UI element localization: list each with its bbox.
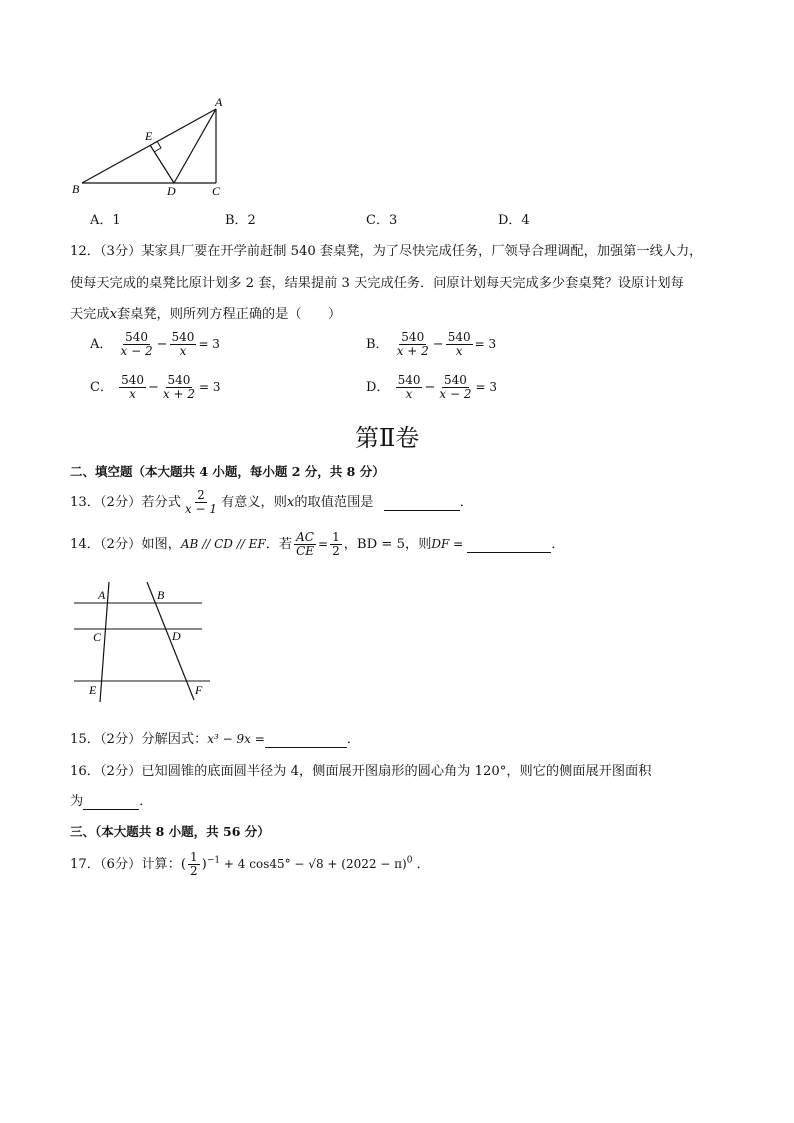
q16-end: ． — [139, 794, 153, 809]
label-b: B — [72, 182, 80, 196]
q16-answer-blank[interactable] — [83, 794, 139, 810]
q12-c-num1: 540 — [121, 373, 144, 387]
q16-line-2a: 为 — [70, 794, 84, 809]
q12-b-den2: x — [455, 344, 463, 358]
q13-answer-blank[interactable] — [384, 495, 460, 511]
q14-answer-blank[interactable] — [467, 537, 551, 553]
q12-d-den1: x — [405, 387, 413, 401]
q17-rest: + 4 cos45° − √8 + (2022 − π) — [220, 857, 407, 871]
q14-den: CE — [296, 544, 315, 558]
section-title: 第Ⅱ卷 — [355, 424, 420, 452]
q12-option-a: A． $\frac{540}{x - 2}$ − $\frac{540}{x}$ = 3 — [90, 330, 220, 358]
q14-relation: AB // CD // EF — [180, 537, 266, 551]
part3-header: 三、（本大题共 8 小题，共 56 分） — [70, 824, 270, 839]
label-b: B — [157, 588, 165, 602]
q13-prefix: 13．（2分）若分式 — [70, 495, 181, 510]
segment-ed — [150, 145, 174, 183]
q17-exp0: 0 — [406, 855, 413, 866]
q12-option-c-label: C． — [90, 380, 113, 395]
q13-end: ． — [459, 495, 473, 510]
q17-num: 1 — [190, 850, 198, 864]
q15-end: ． — [346, 732, 360, 747]
label-f: F — [195, 683, 203, 697]
q12-option-d-label: D． — [366, 380, 390, 395]
label-c: C — [93, 630, 102, 644]
q12-option-c: C． $\frac{540}{x}$ − $\frac{540}{x + 2}$ = 3 — [90, 373, 221, 401]
q14-eq: = — [318, 537, 329, 551]
q14-prefix: 14．（2分）如图， — [70, 537, 181, 552]
q15-expr: x³ − 9x = — [207, 732, 265, 746]
label-e: E — [145, 129, 153, 143]
q12-a-rhs: = 3 — [198, 337, 220, 351]
q12-a-den1: x − 2 — [120, 344, 153, 358]
label-a: A — [98, 588, 106, 602]
segment-ba — [82, 109, 216, 183]
label-d: D — [167, 184, 176, 198]
q12-b-den1: x + 2 — [396, 344, 429, 358]
q12-c-den1: x — [129, 387, 136, 401]
q14-df: DF = — [431, 537, 464, 551]
q12-line-3 — [70, 303, 341, 322]
q11-option-c: C．3 — [366, 213, 398, 228]
q12-option-b-label: B． — [366, 337, 389, 352]
q13-var: x — [286, 495, 295, 510]
q12-variable: x — [109, 307, 117, 322]
q12-d-num1: 540 — [397, 373, 421, 387]
q17-exp: −1 — [206, 855, 221, 866]
q14-mid: ．若 — [265, 537, 293, 552]
transversal-bf — [147, 582, 194, 700]
q12-c-den2: x + 2 — [162, 387, 195, 401]
q13-suffix: 的取值范围是 — [294, 495, 374, 510]
q14-num: AC — [296, 530, 314, 544]
triangle-figure — [70, 92, 230, 202]
q12-line-3a: 天完成 — [70, 307, 110, 322]
part2-header: 二、填空题（本大题共 4 小题，每小题 2 分，共 8 分） — [70, 464, 385, 479]
q13-mid: 有意义，则 — [220, 495, 287, 510]
q12-c-rhs: = 3 — [199, 380, 221, 394]
q17: 17．（6分）计算：( $\frac{1}{2}$ )$^{-1}$ + 4 $\cos 45^\circ - √8 + (2022 - \pi)^0$ ． — [70, 850, 430, 878]
q12-d-den2: x − 2 — [439, 387, 472, 401]
q15-answer-blank[interactable] — [265, 732, 347, 748]
q12-c-num2: 540 — [167, 373, 191, 387]
q14-den2: 2 — [332, 544, 340, 558]
q14-end: ． — [551, 537, 565, 552]
label-e: E — [89, 683, 97, 697]
label-c: C — [212, 184, 221, 198]
q15 — [70, 728, 360, 748]
q11-option-a: A．1 — [90, 213, 121, 228]
q13 — [70, 489, 473, 516]
q17-den: 2 — [190, 864, 198, 878]
q12-option-a-label: A． — [90, 337, 113, 352]
q11-option-b: B．2 — [225, 213, 256, 228]
q16-line-1: 16．（2分）已知圆锥的底面圆半径为 4，侧面展开图扇形的圆心角为 120°，则它的侧面展开图面积 — [70, 764, 652, 779]
q12-line-3b: 套桌凳，则所列方程正确的是（ ） — [117, 307, 342, 322]
q12-d-num2: 540 — [443, 373, 467, 387]
q17-end: ． — [412, 857, 430, 872]
q16-line-2 — [70, 790, 152, 810]
q12-a-den2: x — [179, 344, 187, 358]
q12-option-d: D． $\frac{540}{x}$ − $\frac{540}{x - 2}$ = 3 — [366, 373, 497, 401]
q14 — [70, 531, 565, 558]
q11-option-d: D．4 — [498, 213, 530, 228]
q17-prefix: 17．（6分）计算：( — [70, 857, 187, 872]
q12-d-rhs: = 3 — [475, 380, 497, 394]
q12-a-num2: 540 — [171, 330, 195, 344]
q14-bd: ，BD = 5，则 — [343, 537, 432, 552]
q12-option-b: B． $\frac{540}{x + 2}$ − $\frac{540}{x}$ = 3 — [366, 330, 497, 358]
label-d: D — [172, 629, 181, 643]
label-a: A — [215, 95, 223, 109]
q13-num: 2 — [197, 488, 205, 502]
q15-prefix: 15．（2分）分解因式： — [70, 732, 208, 747]
q12-b-rhs: = 3 — [474, 337, 497, 351]
parallel-lines-figure — [70, 578, 215, 706]
q12-line-1: 12．（3分）某家具厂要在开学前赶制 540 套桌凳，为了尽快完成任务，厂领导合理调配，加强第一线人力， — [70, 244, 703, 259]
q12-b-num1: 540 — [401, 330, 425, 344]
q12-line-2: 使每天完成的桌凳比原计划多 2 套，结果提前 3 天完成任务．问原计划每天完成多少套桌凳？设原计划每 — [70, 276, 684, 291]
q14-num2: 1 — [332, 530, 340, 544]
q12-b-num2: 540 — [447, 330, 471, 344]
q12-a-num1: 540 — [125, 330, 149, 344]
q13-den: x − 1 — [184, 502, 217, 516]
